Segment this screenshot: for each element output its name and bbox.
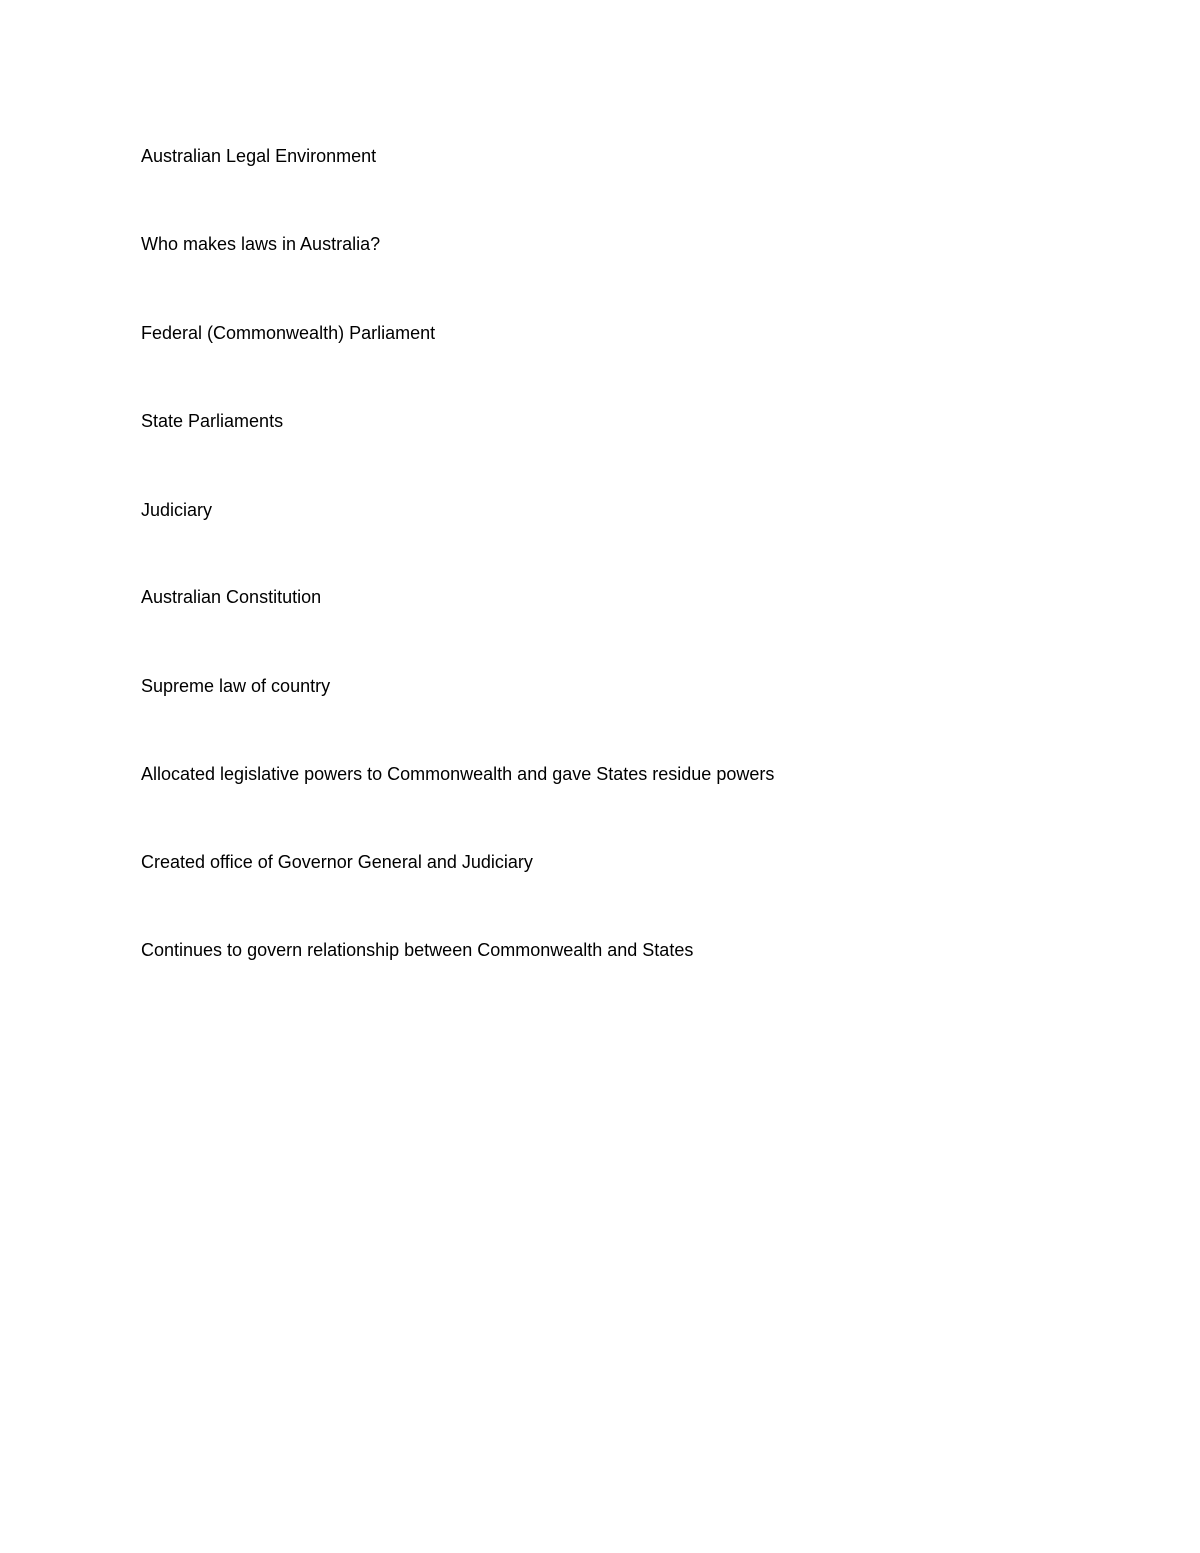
document-line: Federal (Commonwealth) Parliament	[141, 323, 436, 343]
document-line: Continues to govern relationship between Commonwealth and States	[141, 940, 694, 960]
document-line: Allocated legislative powers to Commonwealth and gave States residue powers	[141, 764, 775, 784]
document-title: Australian Legal Environment	[141, 146, 377, 166]
document-line: Who makes laws in Australia?	[141, 234, 381, 254]
document-line: Australian Constitution	[141, 587, 322, 607]
document-line: Created office of Governor General and Judiciary	[141, 852, 533, 872]
document-line: Judiciary	[141, 500, 213, 520]
document-line: Supreme law of country	[141, 676, 331, 696]
document-line: State Parliaments	[141, 411, 284, 431]
